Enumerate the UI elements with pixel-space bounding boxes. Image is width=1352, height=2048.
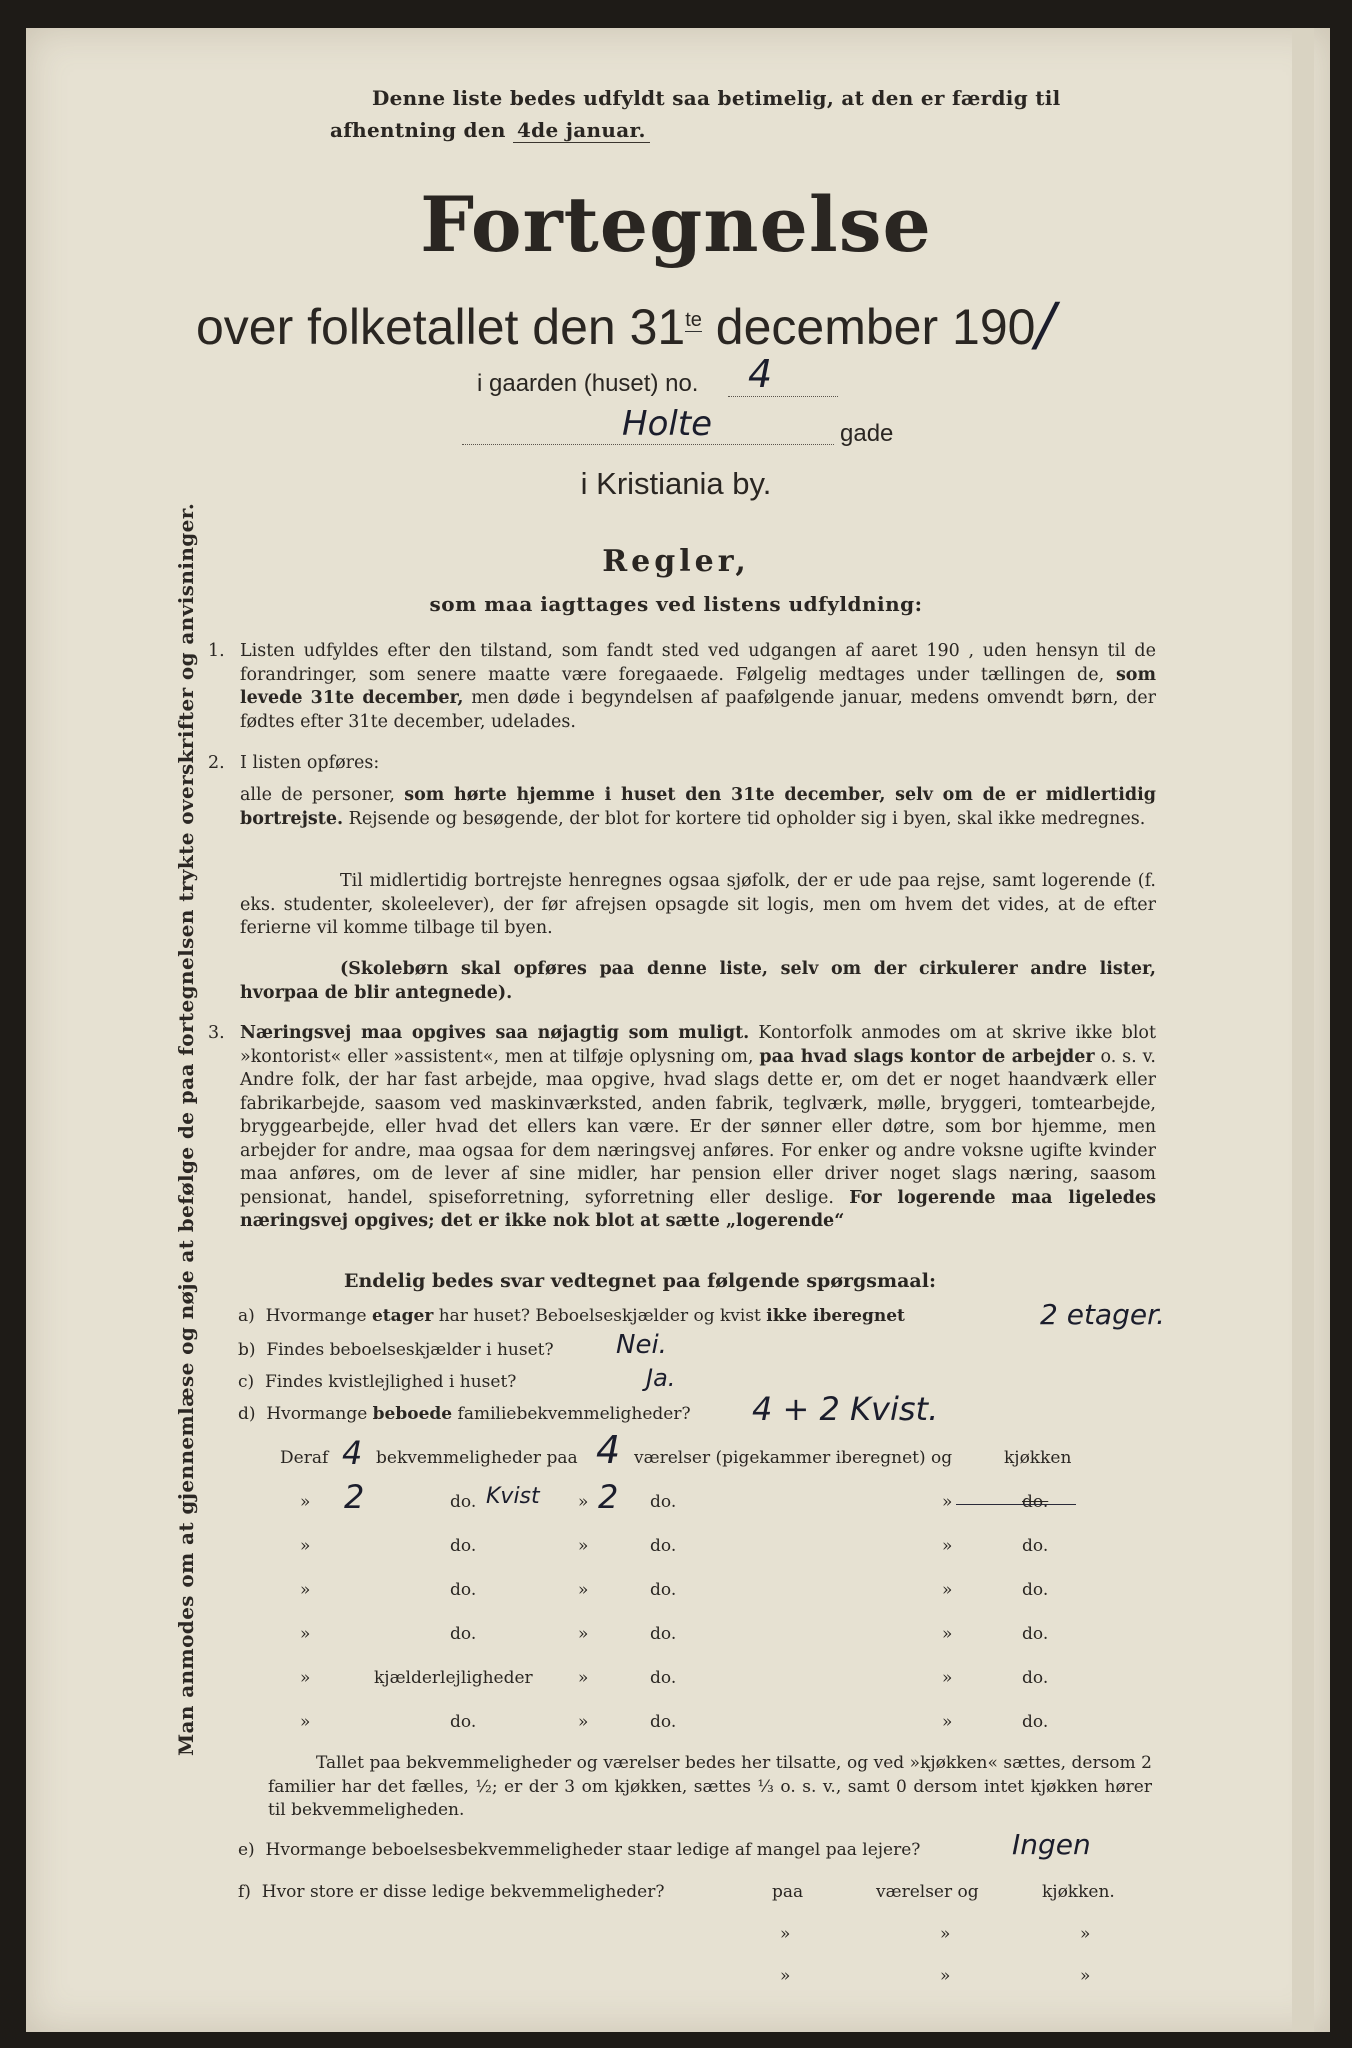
qf-label: f) — [238, 1882, 251, 1902]
row2-count-handwritten: 2 — [344, 1478, 365, 1516]
row4-quote-3: » — [942, 1580, 953, 1600]
rule1-bold: som levede 31te december, — [240, 664, 1156, 708]
row6-do-2: do. — [650, 1668, 677, 1688]
row7-quote-2: » — [578, 1712, 589, 1732]
qa-text2: har huset? Beboelseskjælder og kvist — [438, 1306, 761, 1326]
notice-line2 — [330, 118, 650, 142]
street-line — [462, 444, 834, 445]
row7-do-3: do. — [1022, 1712, 1049, 1732]
qa-bold2: ikke iberegnet — [766, 1306, 905, 1326]
row5-quote: » — [300, 1624, 311, 1644]
row3-do-3: do. — [1022, 1536, 1049, 1556]
row4-do-2: do. — [650, 1580, 677, 1600]
row3-do-1: do. — [450, 1536, 477, 1556]
qc-text: Findes kvistlejlighed i huset? — [264, 1372, 517, 1392]
form-title: Fortegnelse — [420, 180, 932, 269]
row2-quote-3: » — [942, 1492, 953, 1512]
question-e — [238, 1840, 920, 1860]
qb-text: Findes beboelseskjælder i huset? — [266, 1340, 554, 1360]
qf-kjokken: kjøkken. — [1042, 1882, 1115, 1902]
rule2-number: 2. — [208, 753, 225, 773]
gade-label: gade — [840, 420, 894, 447]
answer-a-handwritten: 2 etager. — [1040, 1298, 1165, 1331]
qf-quote-2: » — [940, 1924, 951, 1944]
question-d — [238, 1404, 691, 1424]
rule1-c: men døde i begyndelsen af paafølgende januar, medens omvendt børn, der fødtes efter 31te december, udelades. — [240, 688, 1156, 732]
answer-d-handwritten: 4 + 2 Kvist. — [752, 1390, 939, 1428]
qd-label: d) — [238, 1404, 256, 1424]
question-b — [238, 1340, 554, 1360]
row2-kvist-handwritten: Kvist — [486, 1484, 540, 1509]
qf-text: Hvor store er disse ledige bekvemmeligheder? — [261, 1882, 665, 1902]
qa-bold1: etager — [371, 1306, 434, 1326]
row3-quote: » — [300, 1536, 311, 1556]
qf-quote-4: » — [780, 1966, 791, 1986]
qd-bold1: beboede — [372, 1404, 453, 1424]
rule2-paragraph3: (Skolebørn skal opføres paa denne liste, selv om der cirkulerer andre lister, hvorpaa de blir antegnede). — [240, 959, 1156, 1003]
gaarden-line — [728, 396, 838, 397]
qa-label: a) — [238, 1306, 255, 1326]
table-deraf: Deraf — [280, 1448, 329, 1468]
side-instruction: Man anmodes om at gjennemlæse og nøje at befølge de paa fortegnelsen trykte overskrifter og anvisninger. — [174, 502, 198, 1756]
row5-do-1: do. — [450, 1624, 477, 1644]
rule3-bold-a: Næringsvej maa opgives saa nøjagtig som muligt. — [240, 1023, 750, 1043]
table-note: Tallet paa bekvemmeligheder og værelser bedes her tilsatte, og ved »kjøkken« sættes, dersom 2 familier har det fælles, ½; er der 3 om kjøkken, sættes ⅓ o. s. v., samt 0 dersom intet kjøkken hører til bekvemmeligheden. — [268, 1753, 1152, 1820]
row3-quote-2: » — [578, 1536, 589, 1556]
row7-do-2: do. — [650, 1712, 677, 1732]
qc-label: c) — [238, 1372, 255, 1392]
row3-do-2: do. — [650, 1536, 677, 1556]
row2-quote-2: » — [578, 1492, 589, 1512]
row3-quote-3: » — [942, 1536, 953, 1556]
qf-vaerelser: værelser og — [876, 1882, 979, 1902]
qd-text: Hvormange — [266, 1404, 368, 1424]
qb-label: b) — [238, 1340, 256, 1360]
row2-strike-line — [956, 1504, 1076, 1505]
table-kjokken-label: kjøkken — [1004, 1448, 1072, 1468]
qf-quote-6: » — [1080, 1966, 1091, 1986]
notice-prefix: afhentning den — [330, 118, 506, 142]
rule2-c: Rejsende og besøgende, der blot for kortere tid opholder sig i byen, skal ikke medregnes. — [348, 808, 1146, 829]
rule3-d: o. s. v. Andre folk, der har fast arbejde, maa opgive, hvad slags dette er, om det er noget haandværk eller fabrikarbejde, saasom ved maskinværksted, anden fabrik, teglværk, mølle, bryggeri, tomtearbejde, bryggearbejde, eller hvad det ellers kan være. Er der sønner eller døtre, som bor hjemme, men arbejder for andre, maa ogsaa for dem næringsvej anføres. For enker og andre voksne ugifte kvinder maa anføres, om de lever af sine midler, har pension eller driver noget slags næring, saasom pensionat, handel, spiseforretning, syforretning eller deslige. — [240, 1046, 1156, 1208]
gaarden-label: i gaarden (huset) no. — [477, 370, 699, 397]
rule3-text — [240, 1022, 1156, 1234]
rule1-number: 1. — [208, 641, 225, 661]
row5-quote-2: » — [578, 1624, 589, 1644]
rule2-paragraph2: Til midlertidig bortrejste henregnes ogsaa sjøfolk, der er ude paa rejse, samt logerende (f. eks. studenter, skoleelever), der før afrejsen opsagde sit logis, men om hvem det vides, at de efter ferierne vil komme tilbage til byen. — [240, 871, 1156, 938]
street-handwritten: Holte — [622, 404, 713, 444]
answer-c-handwritten: Ja. — [646, 1364, 676, 1392]
row5-do-2: do. — [650, 1624, 677, 1644]
rule1-a: Listen udfyldes efter den tilstand, som fandt sted ved udgangen af aaret 190 , uden hensyn til de forandringer, som senere maatte være foregaaede. Følgelig medtages under tællingen de, — [240, 641, 1156, 685]
row4-quote: » — [300, 1580, 311, 1600]
table-vaer-label: værelser (pigekammer iberegnet) og — [634, 1448, 953, 1468]
rule2-text — [240, 784, 1156, 831]
question-c — [238, 1372, 516, 1392]
rule2-head: I listen opføres: — [240, 753, 380, 773]
table-bekv-label: bekvemmeligheder paa — [376, 1448, 578, 1468]
answer-b-handwritten: Nei. — [616, 1330, 667, 1360]
row1-rooms-handwritten: 4 — [596, 1428, 621, 1472]
qe-text: Hvormange beboelsesbekvemmeligheder staar ledige af mangel paa lejere? — [265, 1840, 921, 1860]
notice-date: 4de januar. — [513, 118, 650, 143]
row6-quote-2: » — [578, 1668, 589, 1688]
rule3-b: Kontorfolk anmodes om at skrive ikke blot »kontorist« eller »assistent«, men at tilføje oplysning om, — [240, 1023, 1156, 1067]
row1-count-handwritten: 4 — [342, 1434, 363, 1472]
questions-intro: Endelig bedes svar vedtegnet paa følgende spørgsmaal: — [344, 1270, 936, 1292]
row4-do-1: do. — [450, 1580, 477, 1600]
answer-e-handwritten: Ingen — [1012, 1828, 1091, 1861]
qf-quote-3: » — [1080, 1924, 1091, 1944]
row7-quote-3: » — [942, 1712, 953, 1732]
rule3-number: 3. — [208, 1023, 225, 1043]
rules-subheading: som maa iagttages ved listens udfyldning: — [429, 592, 923, 616]
row2-do-1: do. — [450, 1492, 477, 1512]
rules-heading: Regler, — [602, 544, 750, 579]
row5-quote-3: » — [942, 1624, 953, 1644]
qf-paa: paa — [772, 1882, 804, 1902]
qf-quote-5: » — [940, 1966, 951, 1986]
row7-quote: » — [300, 1712, 311, 1732]
row6-quote-3: » — [942, 1668, 953, 1688]
kjaelder-label: kjælderlejligheder — [374, 1668, 533, 1688]
form-subtitle — [196, 290, 1055, 358]
row4-do-3: do. — [1022, 1580, 1049, 1600]
row2-rooms-handwritten: 2 — [598, 1478, 619, 1516]
row6-quote: » — [300, 1668, 311, 1688]
qd-text2: familiebekvemmeligheder? — [457, 1404, 691, 1424]
row2-do-2: do. — [650, 1492, 677, 1512]
question-a — [238, 1306, 905, 1326]
rule3-bold-e: For logerende maa ligeledes næringsvej opgives; det er ikke nok blot at sætte „logerende“ — [240, 1187, 1156, 1231]
row6-do-3: do. — [1022, 1668, 1049, 1688]
rule3-bold-c: paa hvad slags kontor de arbejder — [759, 1046, 1095, 1067]
city-line: i Kristiania by. — [580, 466, 772, 501]
notice-line1: Denne liste bedes udfyldt saa betimelig, at den er færdig til — [372, 86, 1061, 110]
rule2-a: alle de personer, — [240, 785, 396, 805]
qa-text: Hvormange — [265, 1306, 367, 1326]
rule1-text — [240, 640, 1156, 734]
row2-quote: » — [300, 1492, 311, 1512]
rule2-bold: som hørte hjemme i huset den 31te december, selv om de er midlertidig bortrejste. — [240, 785, 1156, 829]
qf-quote-1: » — [780, 1924, 791, 1944]
row7-do-1: do. — [450, 1712, 477, 1732]
row5-do-3: do. — [1022, 1624, 1049, 1644]
gaarden-number-handwritten: 4 — [748, 352, 773, 396]
row2-do-3: do. — [1022, 1492, 1049, 1512]
qe-label: e) — [238, 1840, 255, 1860]
year-handwritten: / — [1035, 290, 1055, 358]
subtitle-prefix: over folketallet den 31 — [196, 299, 686, 355]
row4-quote-2: » — [578, 1580, 589, 1600]
subtitle-sup: te — [685, 309, 702, 332]
question-f — [238, 1882, 664, 1902]
subtitle-mid: december 190 — [701, 299, 1036, 355]
